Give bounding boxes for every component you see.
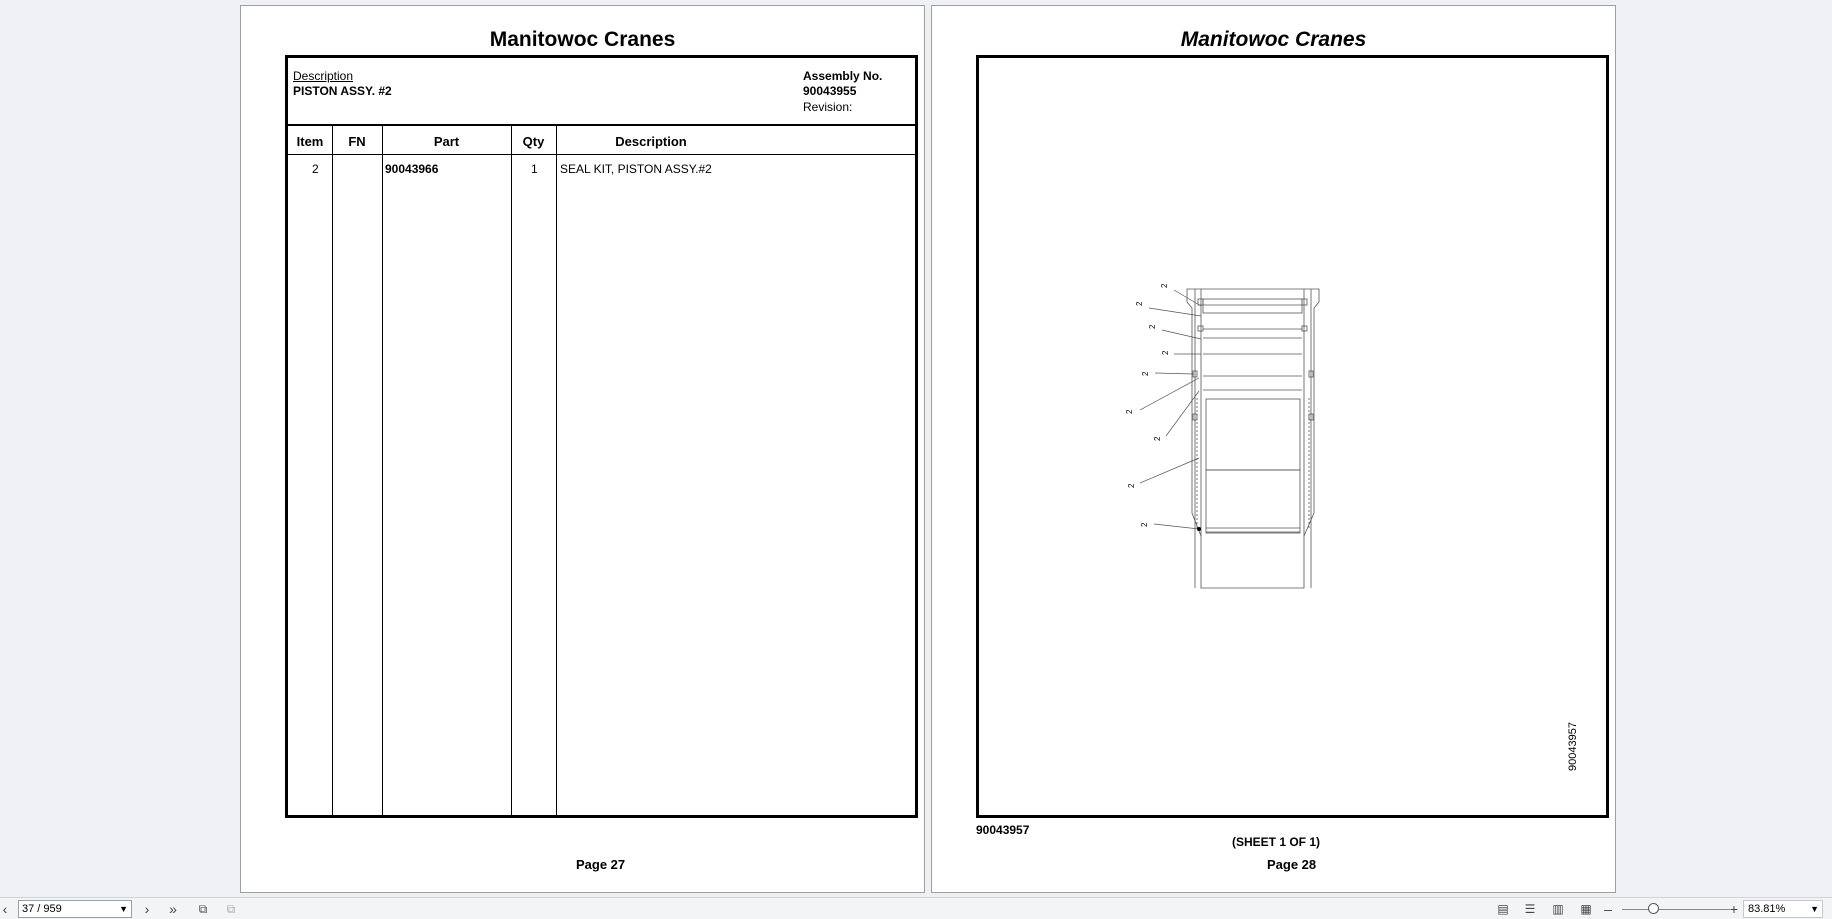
column-divider — [556, 126, 557, 815]
leader-dot — [1197, 527, 1201, 531]
zoom-value: 83.81% — [1748, 903, 1786, 915]
zoom-slider[interactable] — [1622, 909, 1730, 910]
chevron-down-icon[interactable]: ▼ — [1810, 904, 1819, 914]
drawing-frame — [976, 55, 1609, 818]
zoom-level-select[interactable] — [1743, 900, 1823, 918]
row-qty: 1 — [531, 162, 538, 176]
continuous-view-icon[interactable]: ☰ — [1524, 902, 1536, 916]
column-header-part: Part — [433, 134, 460, 149]
parts-list-header — [288, 58, 915, 126]
next-page-icon[interactable]: › — [144, 901, 150, 917]
callout-label: 2 — [1161, 350, 1170, 355]
two-page-continuous-view-icon[interactable]: ▦ — [1580, 902, 1592, 916]
column-divider — [511, 126, 512, 815]
rotate-icon[interactable]: ⧉ — [198, 902, 208, 916]
two-page-view-icon[interactable]: ▥ — [1552, 902, 1564, 916]
page-title: Manitowoc Cranes — [1180, 28, 1367, 51]
chevron-down-icon[interactable]: ▼ — [119, 904, 128, 914]
callout-label: 2 — [1127, 483, 1136, 488]
callout-label: 2 — [1160, 283, 1169, 288]
callout-label: 2 — [1141, 371, 1150, 376]
drawing-number: 90043957 — [976, 823, 1030, 837]
page-number: Page 28 — [1267, 857, 1317, 872]
callout-label: 2 — [1125, 409, 1134, 414]
row-description: SEAL KIT, PISTON ASSY.#2 — [560, 162, 712, 176]
revision-label: Revision: — [803, 100, 853, 114]
parts-list-table — [285, 55, 918, 818]
row-item: 2 — [312, 162, 319, 176]
zoom-slider-handle[interactable] — [1648, 903, 1659, 914]
assembly-number-label: Assembly No. — [803, 69, 883, 83]
pdf-page-left — [240, 5, 925, 893]
drawing-number-side: 90043957 — [1567, 722, 1579, 771]
description-label: Description — [293, 69, 354, 83]
column-header-description: Description — [615, 134, 687, 149]
callout-label: 2 — [1148, 324, 1157, 329]
callout-label: 2 — [1135, 301, 1144, 306]
page-number: Page 27 — [576, 857, 626, 872]
zoom-out-icon[interactable]: – — [1604, 901, 1612, 917]
last-page-icon[interactable]: » — [169, 901, 177, 917]
row-part: 90043966 — [385, 162, 439, 176]
column-divider — [332, 126, 333, 815]
viewer-toolbar — [0, 897, 1832, 919]
piston-assembly-drawing — [979, 58, 1606, 815]
zoom-in-icon[interactable]: + — [1729, 901, 1739, 917]
single-page-view-icon[interactable]: ▤ — [1497, 902, 1509, 916]
sheet-label: (SHEET 1 OF 1) — [1232, 835, 1321, 849]
previous-page-icon[interactable]: ‹ — [2, 901, 8, 917]
description-value: PISTON ASSY. #2 — [293, 84, 392, 98]
column-header-fn: FN — [348, 134, 366, 149]
callout-label: 2 — [1140, 522, 1149, 527]
assembly-number-value: 90043955 — [803, 84, 857, 98]
copy-icon[interactable]: ⧉ — [226, 902, 236, 916]
page-title: Manitowoc Cranes — [489, 28, 676, 51]
header-rule — [288, 154, 915, 155]
page-number-input[interactable] — [18, 900, 132, 918]
column-divider — [382, 126, 383, 815]
column-header-qty: Qty — [522, 134, 545, 149]
pdf-page-right — [931, 5, 1616, 893]
page-indicator: 37 / 959 — [22, 903, 62, 915]
callout-label: 2 — [1153, 436, 1162, 441]
column-header-item: Item — [296, 134, 324, 149]
